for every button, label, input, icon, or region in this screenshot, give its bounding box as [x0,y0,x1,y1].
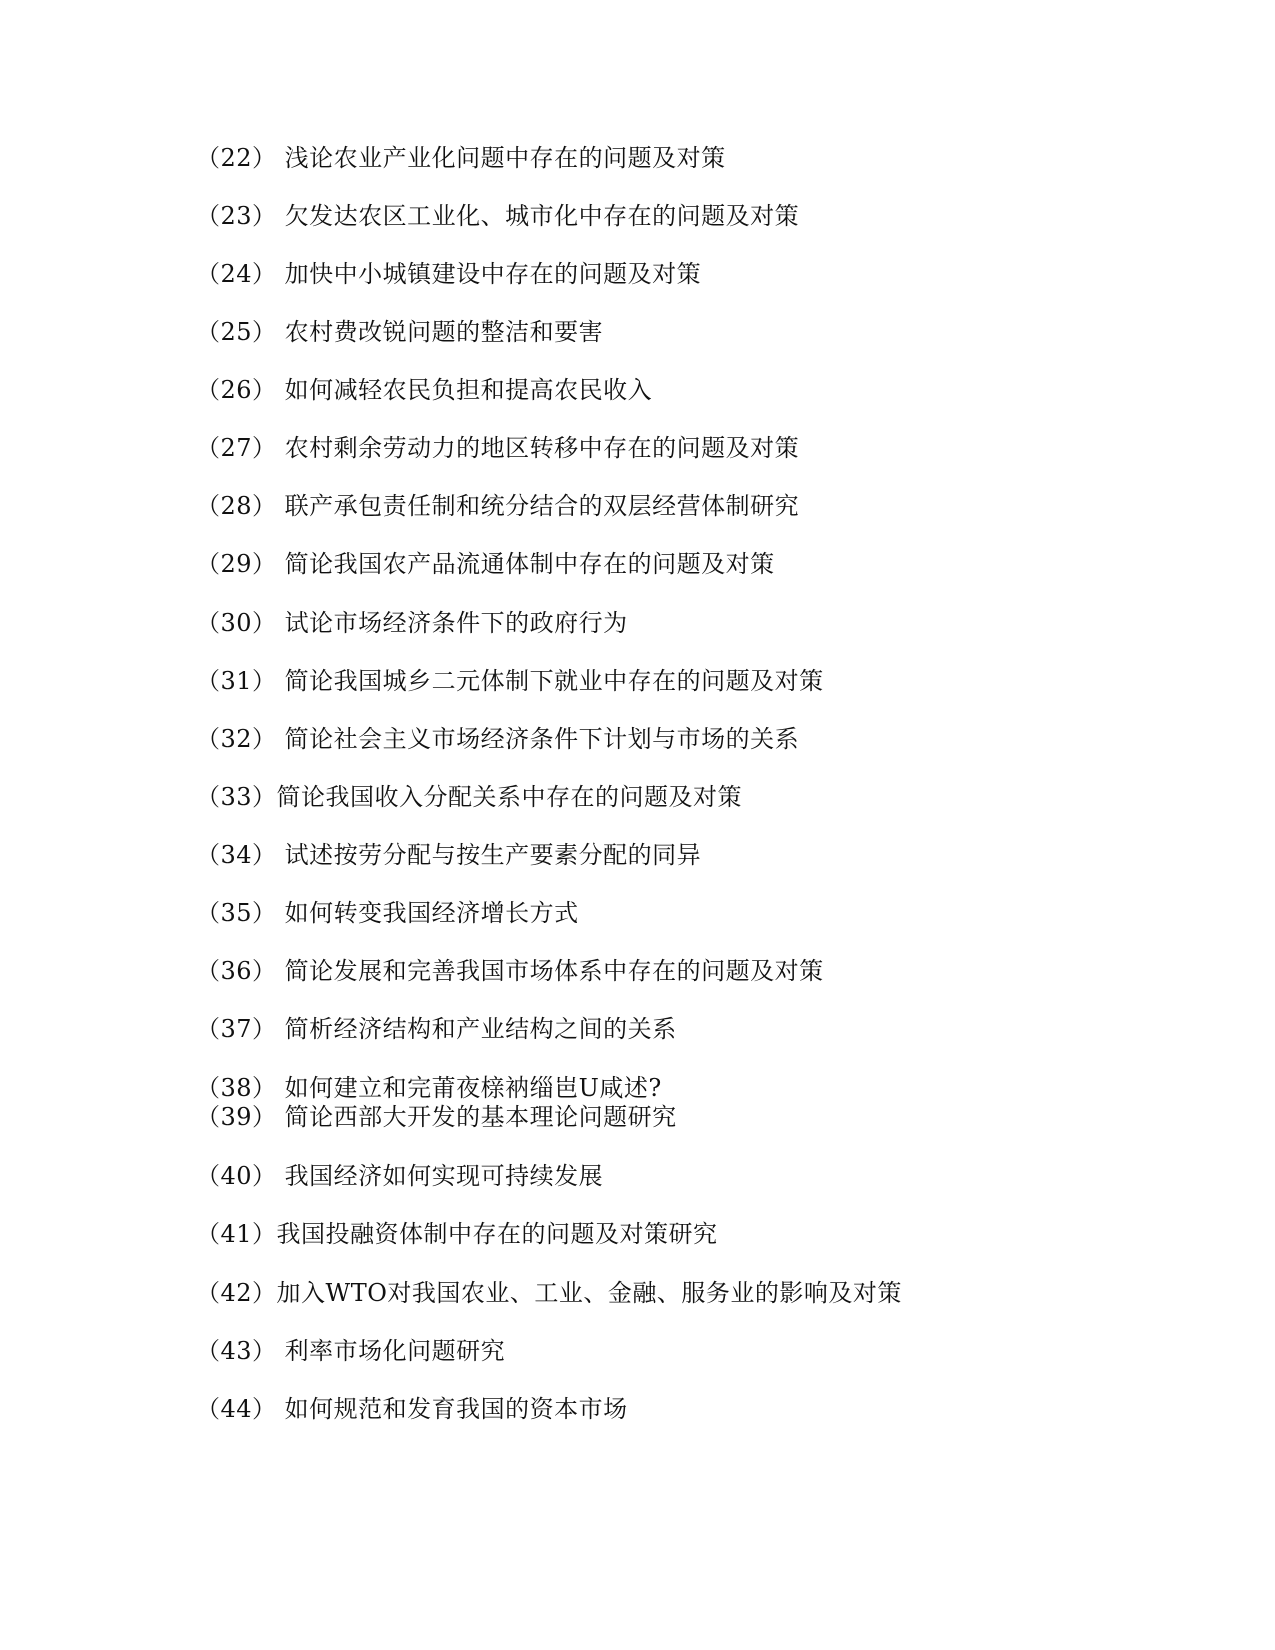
list-item: （32） 简论社会主义市场经济条件下计划与市场的关系 [196,725,800,753]
list-item: （33）简论我国收入分配关系中存在的问题及对策 [196,783,743,811]
list-item: （41）我国投融资体制中存在的问题及对策研究 [196,1220,718,1248]
list-item: （37） 简析经济结构和产业结构之间的关系 [196,1015,677,1043]
list-item: （31） 简论我国城乡二元体制下就业中存在的问题及对策 [196,667,824,695]
list-item: （26） 如何减轻农民负担和提高农民收入 [196,376,653,404]
list-item: （34） 试述按劳分配与按生产要素分配的同异 [196,841,702,869]
list-item: （29） 简论我国农产品流通体制中存在的问题及对策 [196,550,775,578]
list-item: （25） 农村费改锐问题的整洁和要害 [196,318,604,346]
list-item: （28） 联产承包责任制和统分结合的双层经营体制研究 [196,492,800,520]
list-item: （24） 加快中小城镇建设中存在的问题及对策 [196,260,702,288]
list-item: （43） 利率市场化问题研究 [196,1337,506,1365]
list-item: （38） 如何建立和完莆夜榇衲缁岜U咸述? [196,1074,662,1102]
list-item: （23） 欠发达农区工业化、城市化中存在的问题及对策 [196,202,800,230]
list-item: （44） 如何规范和发育我国的资本市场 [196,1395,628,1423]
list-item: （27） 农村剩余劳动力的地区转移中存在的问题及对策 [196,434,800,462]
list-item: （22） 浅论农业产业化问题中存在的问题及对策 [196,144,726,172]
list-item: （35） 如何转变我国经济增长方式 [196,899,579,927]
list-item: （36） 简论发展和完善我国市场体系中存在的问题及对策 [196,957,824,985]
list-item: （42）加入WTO对我国农业、工业、金融、服务业的影响及对策 [196,1279,902,1307]
list-item: （40） 我国经济如何实现可持续发展 [196,1162,604,1190]
list-item: （30） 试论市场经济条件下的政府行为 [196,609,628,637]
list-item: （39） 简论西部大开发的基本理论问题研究 [196,1103,677,1131]
